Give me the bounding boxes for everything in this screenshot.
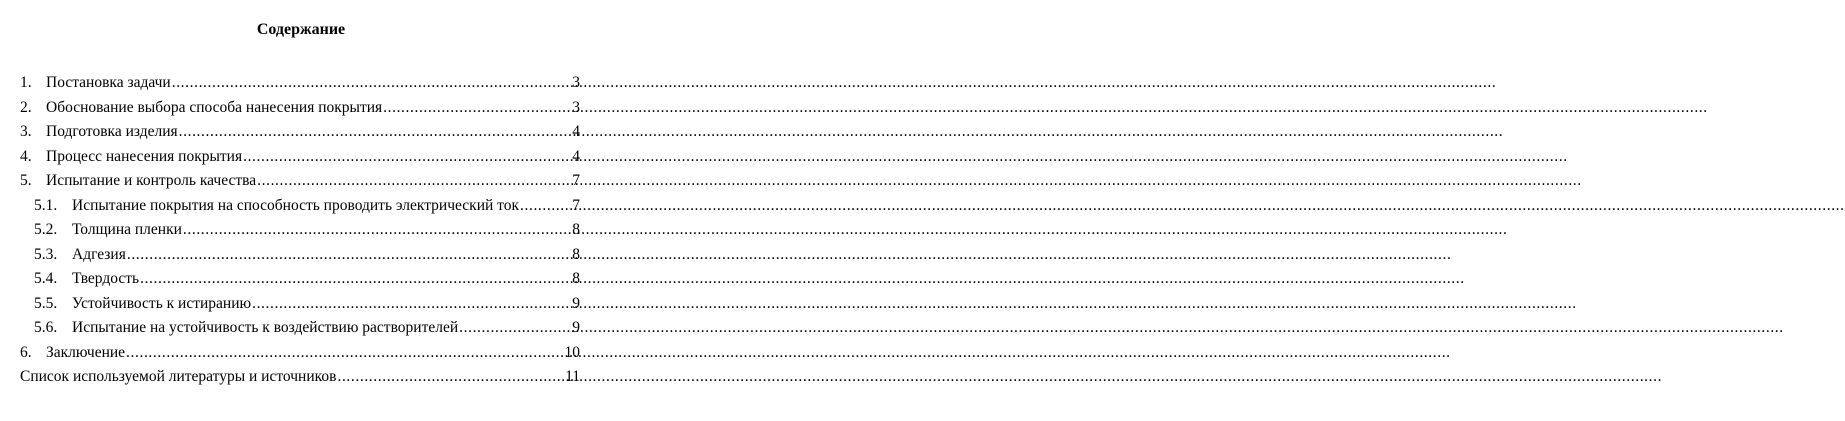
toc-entry-page: 9 [572,319,580,336]
dot-leader [252,294,571,314]
toc-entry-5-4 [20,269,580,294]
toc-entry-text: Устойчивость к истиранию [72,294,252,312]
toc-entry-page: 3 [572,98,580,116]
toc-entry-number: 5. [20,172,32,189]
dot-leader [126,343,563,363]
toc-entry-text: Твердость [72,270,140,287]
toc-entry-4 [20,147,580,172]
toc-entry-text: Заключение [46,343,126,361]
toc-entry-text: Испытание покрытия на способность проводить электрический ток [72,196,520,214]
toc-entry-5-3 [20,245,580,270]
toc-entry-text: Список используемой литературы и источников [20,368,337,385]
dot-leader [383,98,571,118]
toc-entry-number: 5.6. [34,319,58,336]
toc-entry-5 [20,171,580,196]
dot-leader [172,73,572,93]
toc-entry-text: Адгезия [72,245,126,263]
document-page [0,0,602,421]
toc-entry-number: 5.2. [34,221,58,238]
toc-entry-page: 4 [572,123,580,140]
toc-entry-text: Постановка задачи [46,74,171,91]
toc-entry-number: 1. [20,74,32,91]
dot-leader [140,269,571,289]
toc-entry-page: 10 [564,343,580,361]
table-of-contents [20,73,580,392]
toc-entry-page: 3 [572,74,580,91]
toc-entry-number: 5.1. [34,196,58,214]
toc-entry-text: Подготовка изделия [46,123,178,140]
dot-leader [179,122,572,142]
toc-entry-page: 11 [565,368,580,385]
toc-entry-number: 3. [20,123,32,140]
toc-entry-text: Обоснование выбора способа нанесения покрытия [46,98,383,116]
toc-entry-text: Испытание и контроль качества [46,172,257,189]
toc-entry-page: 8 [572,270,580,287]
toc-entry-references [20,367,580,392]
toc-entry-number: 5.5. [34,294,58,312]
toc-entry-page: 9 [572,294,580,312]
toc-entry-number: 4. [20,147,32,165]
dot-leader [520,196,571,216]
toc-entry-page: 8 [572,221,580,238]
toc-entry-5-6 [20,318,580,343]
dot-leader [243,147,571,167]
dot-leader [337,367,564,387]
toc-entry-number: 6. [20,343,32,361]
toc-entry-text: Испытание на устойчивость к воздействию растворителей [72,319,459,336]
toc-entry-6 [20,343,580,368]
toc-entry-1 [20,73,580,98]
dot-leader [183,220,571,240]
toc-entry-5-1 [20,196,580,221]
toc-entry-text: Процесс нанесения покрытия [46,147,243,165]
toc-entry-page: 4 [572,147,580,165]
dot-leader [459,318,571,338]
toc-entry-5-2 [20,220,580,245]
toc-entry-3 [20,122,580,147]
toc-entry-5-5 [20,294,580,319]
toc-entry-page: 7 [572,196,580,214]
toc-entry-2 [20,98,580,123]
toc-title: Содержание [256,21,346,38]
toc-entry-page: 8 [572,245,580,263]
toc-entry-page: 7 [572,172,580,189]
dot-leader [127,245,571,265]
toc-entry-text: Толщина пленки [72,221,182,238]
dot-leader [257,171,571,191]
toc-entry-number: 5.3. [34,245,58,263]
toc-entry-number: 2. [20,98,32,116]
toc-entry-number: 5.4. [34,270,58,287]
